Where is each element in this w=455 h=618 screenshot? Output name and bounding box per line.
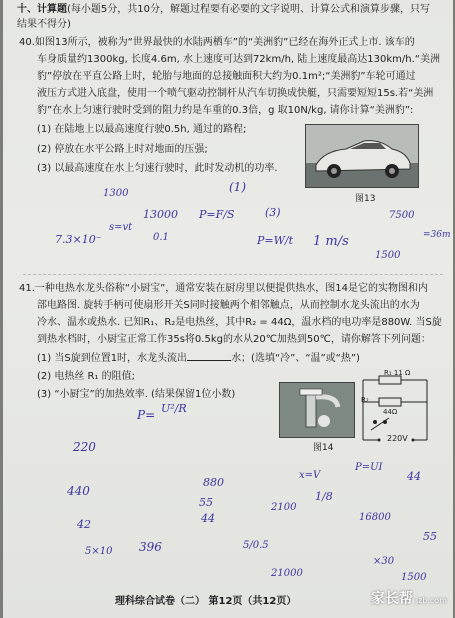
- handwriting-note: 13000: [143, 208, 178, 221]
- handwriting-note: 42: [77, 518, 91, 531]
- section-heading-line: [17, 3, 430, 16]
- circuit-label-r2-value: 44Ω: [383, 408, 398, 416]
- handwriting-note: 1500: [375, 250, 401, 261]
- handwriting-note: 2100: [271, 502, 297, 513]
- q41-line-2: 部电路图. 旋转手柄可使扇形开关S同时接触两个相邻触点，从而控制水龙头流出的水为: [37, 300, 420, 311]
- handwriting-note: 396: [139, 540, 162, 554]
- handwriting-note: 55: [423, 530, 437, 543]
- resistor-r2: [379, 398, 401, 406]
- q40-part-2: (2) 停放在水平公路上时对地面的压强;: [37, 144, 208, 155]
- handwriting-note: 44: [201, 512, 215, 525]
- handwriting-note: 1300: [103, 188, 129, 199]
- handwriting-note: 7.3×10⁻: [55, 233, 102, 246]
- q41-part-1-text: (1) 当S旋到位置1时，水龙头流出: [37, 353, 188, 364]
- handwriting-note: 1500: [401, 572, 427, 583]
- handwriting-note: 0.1: [153, 232, 169, 243]
- q40-line-5: 豹”在水上匀速行驶时受到的阻力约是车重的0.3倍，g 取10N/kg, 请你计算“美洲豹”:: [37, 105, 414, 116]
- handwriting-note: ×30: [373, 556, 395, 567]
- q41-line-3: 冷水、温水或热水. 已知R₁、R₂是电热丝，其中R₂ = 44Ω，温水档的电功率是880W. 当S旋: [37, 317, 442, 328]
- watermark-logo: [371, 588, 447, 608]
- q41-part-1: [37, 351, 360, 365]
- handwriting-note: 44: [407, 470, 421, 483]
- circuit-label-r1: R₁ 11 Ω: [384, 369, 411, 377]
- q41-line-1: 41.一种电热水龙头俗称“小厨宝”，通常安装在厨房里以便提供热水，图14是它的实物图和内: [19, 283, 428, 294]
- handwriting-note: 1/8: [315, 490, 333, 503]
- handwriting-note: P=: [137, 408, 156, 422]
- figure-14-caption: 图14: [313, 443, 334, 453]
- section-instructions: (每小题5分，共10分，解题过程要有必要的文字说明、计算公式和演算步骤，只写: [67, 4, 430, 15]
- q40-part-3: (3) 以最高速度在水上匀速行驶时，此时发动机的功率.: [37, 163, 278, 174]
- q40-line-2: 车身质量约1300kg, 长度4.6m, 水上速度可达到72km/h, 陆上速度最高达130km/h.“美洲: [37, 54, 440, 65]
- watermark-sub: jzb.com: [415, 596, 447, 605]
- section-instructions-cont: 结果不得分): [17, 19, 71, 30]
- handwriting-note: 55: [199, 496, 213, 509]
- handwriting-note: U²/R: [161, 402, 187, 415]
- handwriting-note: 21000: [271, 568, 303, 579]
- handwriting-note: 1 m/s: [313, 234, 349, 249]
- divider: [23, 274, 443, 275]
- handwriting-note: 5×10: [85, 546, 113, 557]
- q40-line-3: 豹”停放在平直公路上时，轮胎与地面的总接触面积大约为0.1m²;“美洲豹”车轮可通过: [37, 71, 416, 82]
- switch-contact: [373, 420, 377, 424]
- answer-blank: [187, 351, 231, 361]
- handwriting-note: 5/0.5: [243, 540, 269, 551]
- handwriting-note: =36m: [423, 230, 451, 240]
- handwriting-note: P=F/S: [199, 208, 235, 221]
- handwriting-note: x=V: [299, 470, 321, 481]
- q41-part-3: (3) “小厨宝”的加热效率. (结果保留1位小数): [37, 389, 236, 400]
- page-footer: 理科综合试卷（二） 第12页（共12页）: [115, 596, 297, 607]
- q41-part-2: (2) 电热丝 R₁ 的阻值;: [37, 371, 136, 382]
- q41-part-1-choice: 水；(选填“冷”、“温”或“热”): [231, 353, 360, 364]
- circuit-label-voltage: 220V: [387, 434, 408, 443]
- handwriting-note: 7500: [389, 210, 415, 221]
- resistor-r1: [379, 376, 401, 384]
- figure-13-caption: 图13: [355, 194, 376, 204]
- q41-line-4: 到热水档时，小厨宝正常工作35s将0.5kg的水从20℃加热到50℃，请你解答下列问题：: [37, 334, 431, 345]
- handwriting-note: P=UI: [355, 462, 383, 473]
- q40-line-4: 液压方式进入底盘，使用一个喷气驱动控制杆从汽车切换成快艇，只需要短短15s.若“美洲: [37, 88, 434, 99]
- faucet-photo: [279, 382, 355, 438]
- handwriting-note: 880: [203, 476, 224, 489]
- car-photo: [305, 124, 419, 188]
- q40-part-1: (1) 在陆地上以最高速度行驶0.5h, 通过的路程;: [37, 124, 247, 135]
- handwriting-note: 220: [73, 440, 96, 454]
- car-illustration: [306, 125, 418, 187]
- handwriting-note: 16800: [359, 512, 391, 523]
- q40-line-1: 40.如图13所示，被称为“世界最快的水陆两栖车”的“美洲豹”已经在海外正式上市. 该车的: [19, 37, 415, 48]
- faucet-illustration: [280, 383, 354, 437]
- handwriting-note: (3): [265, 206, 281, 219]
- watermark-main: 家长帮: [370, 591, 413, 607]
- handwriting-note: 440: [67, 484, 90, 498]
- handwriting-note: P=W/t: [257, 234, 294, 247]
- switch-s: [371, 418, 389, 430]
- handwriting-note: s=vt: [109, 222, 133, 233]
- section-heading: 十、计算题: [17, 4, 67, 15]
- circuit-label-r2: R₂: [361, 396, 369, 404]
- handwriting-note: (1): [229, 180, 246, 194]
- exam-page: [3, 0, 453, 618]
